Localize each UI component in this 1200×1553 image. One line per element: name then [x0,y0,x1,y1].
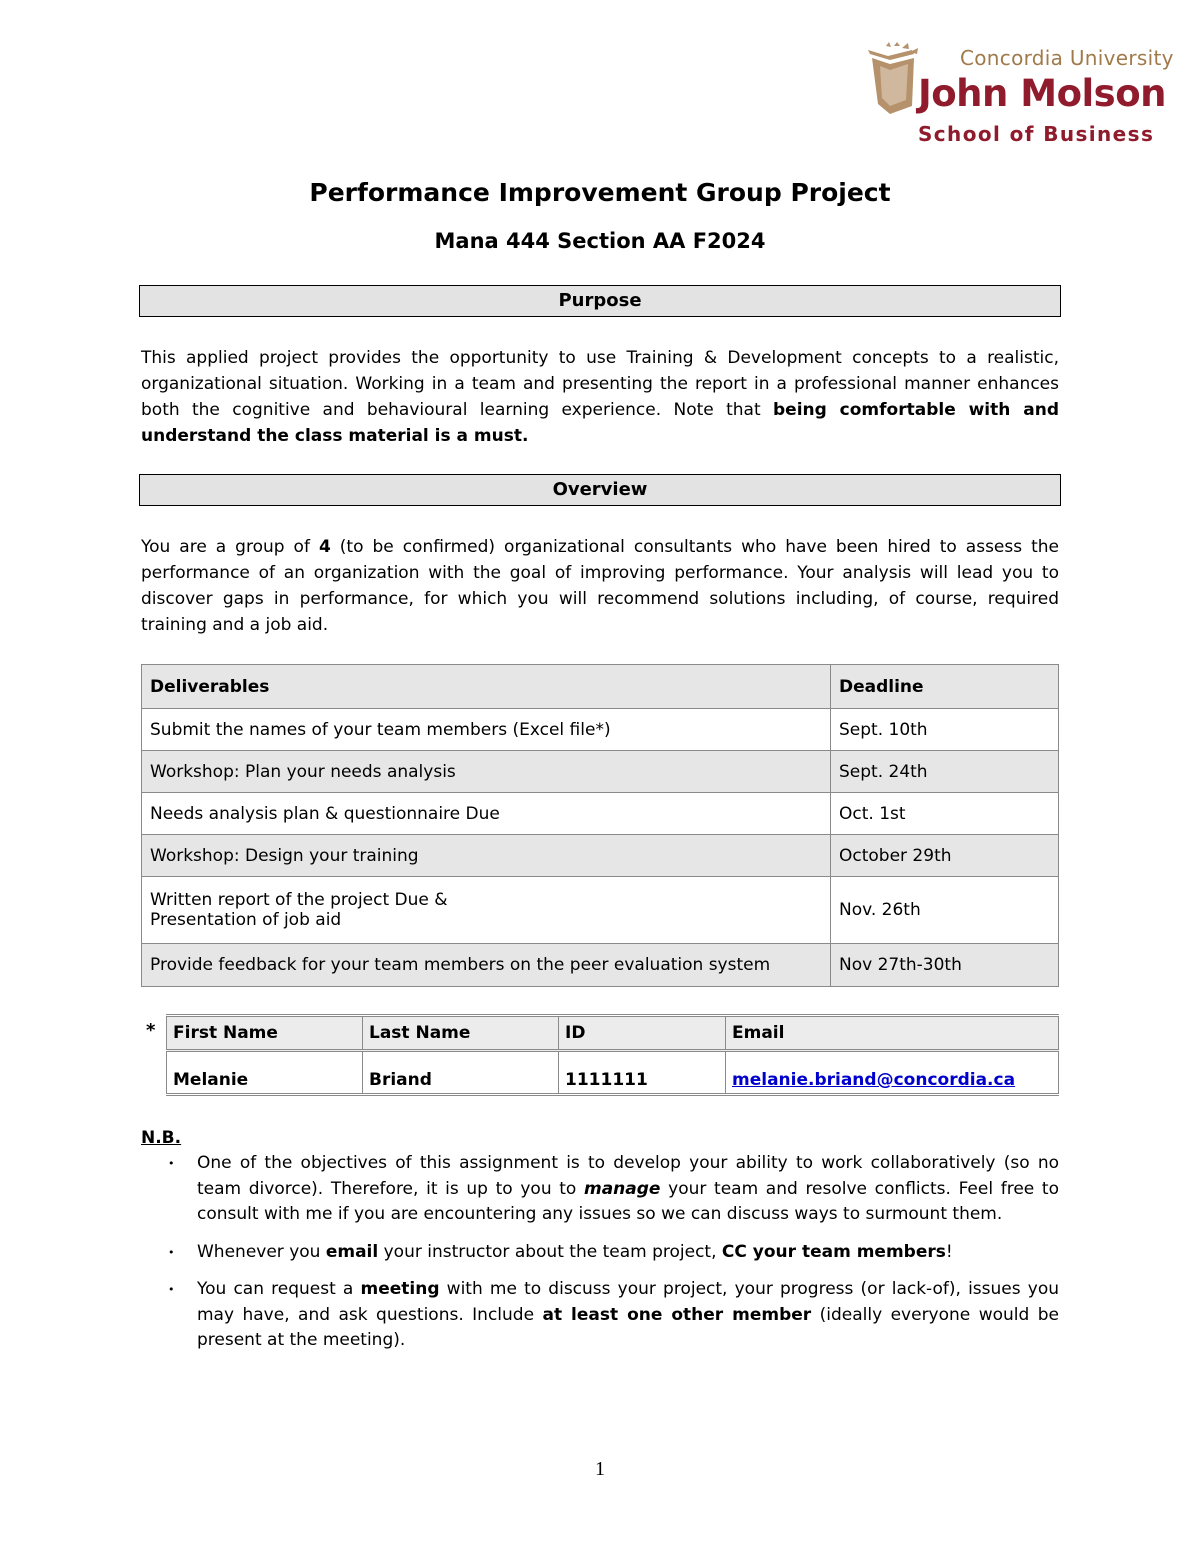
footnote-marker: * [146,1020,156,1041]
first-name-cell: Melanie [167,1051,363,1095]
deliverable-cell: Needs analysis plan & questionnaire Due [142,793,831,835]
bullet-icon: • [168,1245,175,1259]
overview-group-size: 4 [318,537,331,557]
logo-school-subtitle: School of Business [918,122,1155,146]
column-header-deliverables: Deliverables [142,665,831,709]
deliverable-cell: Submit the names of your team members (Excel file*) [142,709,831,751]
nb-bold: meeting [360,1279,440,1299]
course-subtitle: Mana 444 Section AA F2024 [434,229,766,253]
overview-text-after: (to be confirmed) organizational consultants who have been hired to assess the performance of an organization with the goal of improving performance. Your analysis will lead you to discover gaps in performance, for which you will recommend solutions including, of course, required training and a job aid. [141,537,1059,635]
school-logo [868,42,1174,146]
nb-emphasis: manage [584,1178,661,1199]
email-link[interactable]: melanie.briand@concordia.ca [732,1070,1016,1090]
id-cell: 1111111 [559,1051,726,1095]
table-row [142,835,1059,877]
list-item [163,1277,1059,1354]
bullet-icon: • [168,1157,175,1170]
overview-heading: Overview [139,474,1061,506]
deadline-cell: Oct. 1st [831,793,1059,835]
nb-bold: CC your team members [721,1241,946,1262]
overview-paragraph [141,534,1059,638]
logo-university-name: Concordia University [960,46,1174,70]
table-row [142,709,1059,751]
column-header-first-name: First Name [167,1016,363,1051]
logo-school-name: John Molson [918,72,1166,115]
deliverable-cell: Workshop: Design your training [142,835,831,877]
deliverable-line: Written report of the project Due & [150,890,448,910]
nb-bold: at least one other member [542,1304,812,1325]
nb-heading: N.B. [141,1128,182,1148]
nb-text: (ideally everyone would be present at the meeting). [197,1304,1059,1350]
table-header-row [142,665,1059,709]
purpose-heading: Purpose [139,285,1061,317]
deadline-cell: Sept. 24th [831,751,1059,793]
column-header-deadline: Deadline [831,665,1059,709]
nb-text: ! [945,1241,953,1262]
purpose-paragraph [141,345,1059,449]
table-header-row [167,1016,1059,1051]
list-item [163,1240,1059,1266]
nb-text: Whenever you [197,1241,326,1262]
table-row [142,944,1059,987]
deadline-cell: Nov 27th-30th [831,944,1059,987]
page-number: 1 [595,1458,605,1480]
last-name-cell: Briand [363,1051,559,1095]
nb-list [163,1151,1059,1366]
nb-text: One of the objectives of this assignment is to develop your ability to work collaboratively (so no team divorce). Therefore, it is up to you to [197,1153,1059,1199]
table-row [142,793,1059,835]
nb-text: your instructor about the team project, [378,1241,722,1262]
deliverable-cell: Workshop: Plan your needs analysis [142,751,831,793]
nb-bold: email [325,1241,379,1262]
deadline-cell: Nov. 26th [831,877,1059,944]
nb-text: You can request a [197,1279,361,1299]
deliverable-cell: Provide feedback for your team members on the peer evaluation system [142,944,831,987]
email-cell [726,1051,1059,1095]
purpose-bold-text: being comfortable with and understand the class material is a must. [141,400,1059,446]
deliverables-table [141,664,1059,987]
table-row [167,1051,1059,1095]
overview-text-before: You are a group of [141,537,319,557]
nb-text: your team and resolve conflicts. Feel free to consult with me if you are encountering any issues so we can discuss ways to surmount them. [197,1178,1059,1224]
column-header-last-name: Last Name [363,1016,559,1051]
column-header-id: ID [559,1016,726,1051]
team-members-table [166,1014,1059,1096]
deadline-cell: Sept. 10th [831,709,1059,751]
deliverable-line: Presentation of job aid [150,910,342,930]
list-item [163,1151,1059,1228]
deliverable-cell [142,877,831,944]
table-row [142,751,1059,793]
column-header-email: Email [726,1016,1059,1051]
purpose-text: This applied project provides the opportunity to use Training & Development concepts to a realistic, organizational situation. Working in a team and presenting the report in a professional manner enhances both the cognitive and behavioural learning experience. Note that [141,348,1059,420]
table-row [142,877,1059,944]
deadline-cell: October 29th [831,835,1059,877]
nb-text: with me to discuss your project, your progress (or lack-of), issues you may have, and ask questions. Include [197,1279,1059,1325]
bullet-icon: • [168,1283,175,1296]
page-title: Performance Improvement Group Project [309,178,891,207]
